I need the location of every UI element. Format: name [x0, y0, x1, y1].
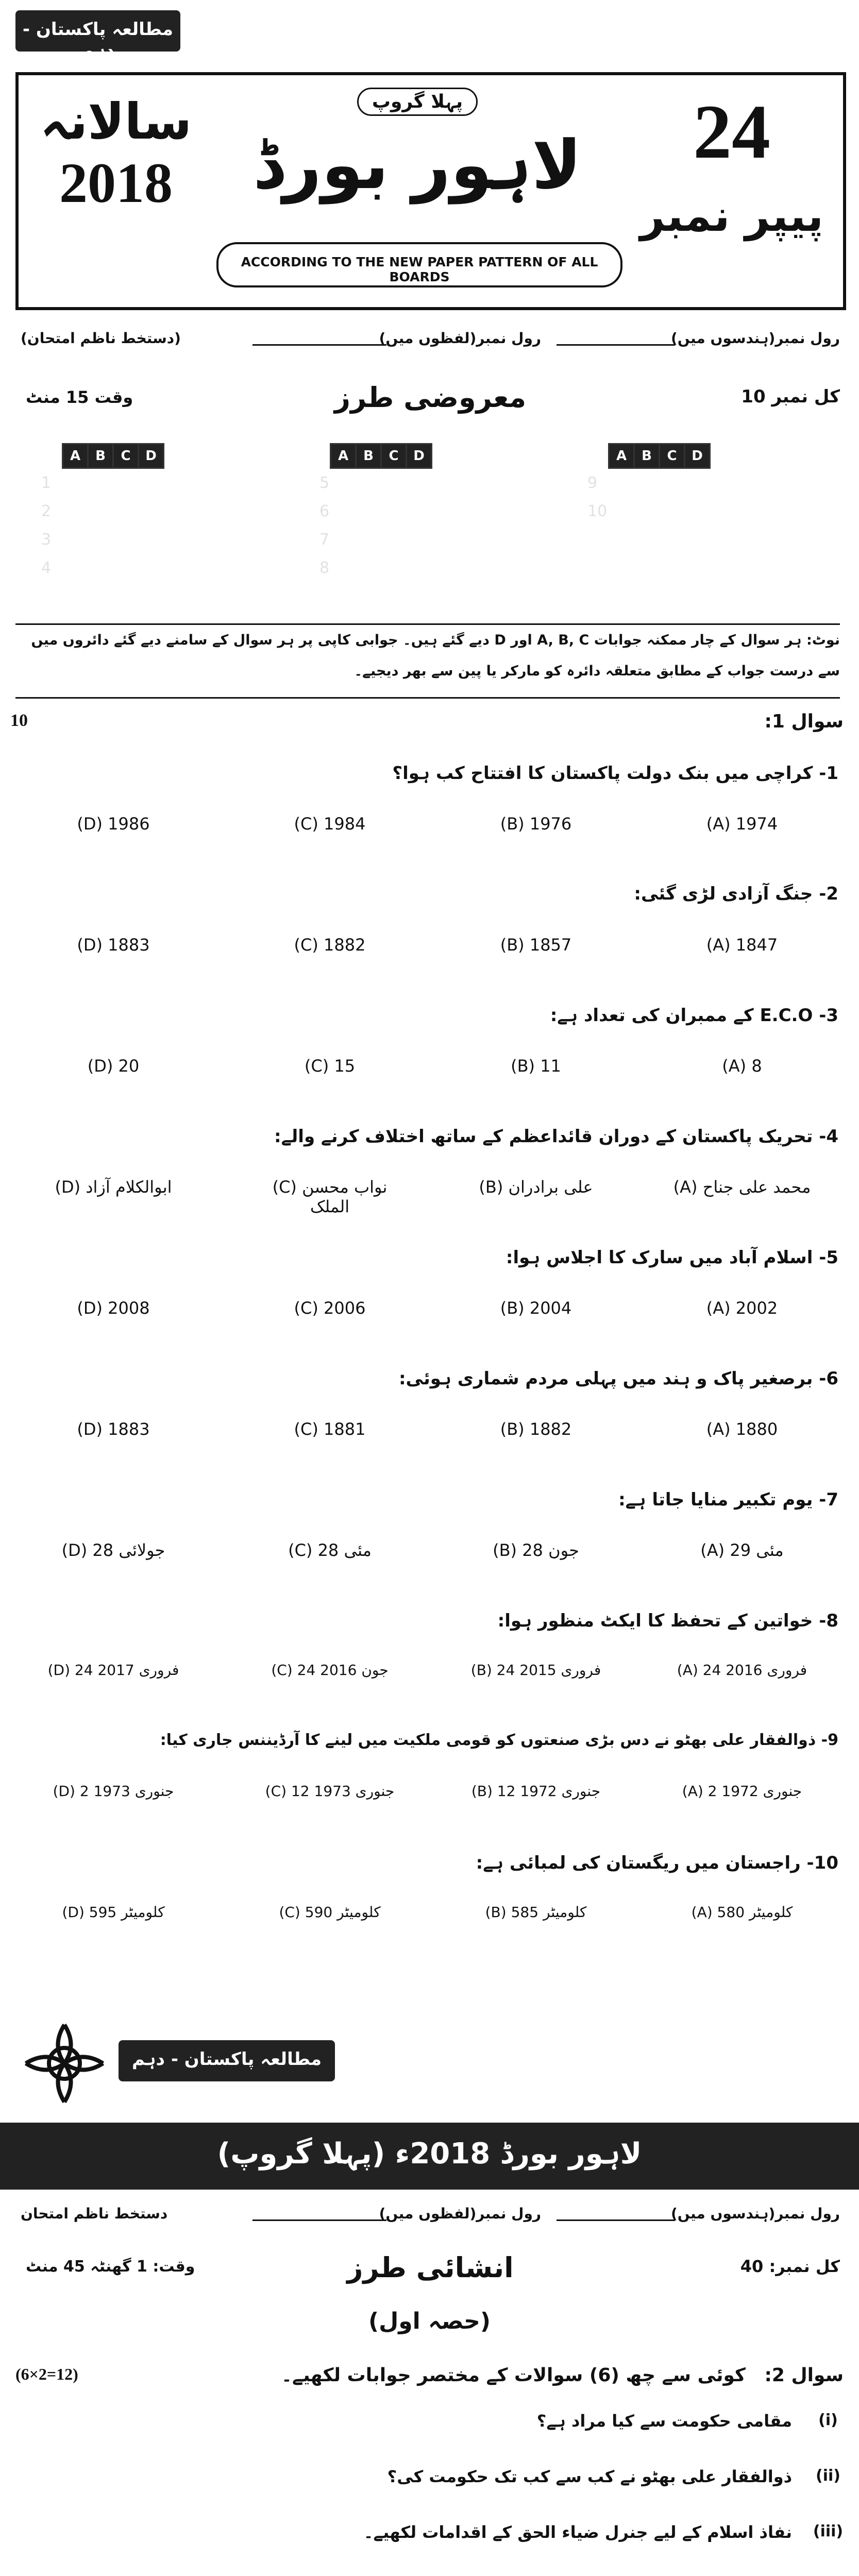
item-text: نفاذ اسلام کے لیے جنرل ضیاء الحق کے اقدامات لکھیے۔ — [363, 2522, 792, 2542]
banner-left-title: سالانہ — [40, 93, 192, 150]
mcq-option-d[interactable]: (D) 24 فروری 2017 — [47, 1662, 179, 1679]
q2-marks: (6×2=12) — [15, 2365, 78, 2383]
bubble-row-8: 8 — [319, 559, 330, 577]
total-marks: کل نمبر 10 — [741, 386, 840, 407]
board-header — [0, 2123, 859, 2190]
short-question — [0, 2411, 859, 2463]
q1-label: سوال 1: — [764, 711, 844, 732]
mcq-item — [0, 1489, 859, 1607]
bubble-row-1: 1 — [41, 474, 52, 492]
banner-subtitle: ACCORDING TO THE NEW PAPER PATTERN OF ALL BOARDS — [241, 255, 598, 284]
mcq-option-b[interactable]: (B) 28 جون — [493, 1540, 579, 1560]
bubble-head-c: C — [660, 444, 685, 468]
subject-badge-text: مطالعہ پاکستان - دہم — [131, 2049, 322, 2070]
signature-label: دستخط ناظم امتحان — [21, 2205, 168, 2222]
note-label: نوٹ: — [806, 632, 840, 648]
short-question — [0, 2522, 859, 2574]
banner-subtitle-bar — [216, 242, 622, 287]
subject-badge-text: مطالعہ پاکستان - دہم — [22, 19, 174, 61]
q2-items — [0, 2411, 859, 2576]
subjective-header-row — [21, 2251, 840, 2293]
roll-words-input[interactable] — [252, 2219, 386, 2221]
page-2 — [0, 2009, 859, 2576]
mcq-number: 5- — [819, 1247, 838, 1268]
roll-words-label: رول نمبر(لفظوں میں) — [379, 2205, 541, 2222]
mcq-option-d[interactable]: (D) 595 کلومیٹر — [62, 1904, 165, 1921]
mcq-option-a[interactable]: (A) 24 فروری 2016 — [677, 1662, 807, 1679]
subject-badge — [15, 10, 180, 61]
mcq-number: 7- — [819, 1489, 838, 1510]
mcq-option-d[interactable]: (D) 2 جنوری 1973 — [53, 1783, 174, 1800]
mcq-text: اسلام آباد میں سارک کا اجلاس ہوا: — [506, 1247, 813, 1268]
mcq-option-d[interactable]: (D) 28 جولائی — [61, 1540, 165, 1560]
mcq-text: کراچی میں بنک دولت پاکستان کا افتتاح کب ہوا؟ — [392, 763, 813, 784]
mcq-item — [0, 762, 859, 881]
banner-paper-no: 24 — [693, 89, 770, 175]
bubble-head-d: D — [685, 444, 710, 468]
total-marks: کل نمبر: 40 — [740, 2257, 840, 2276]
mcq-item — [0, 1731, 859, 1850]
item-text: مقامی حکومت سے کیا مراد ہے؟ — [536, 2411, 792, 2431]
mcq-option-c[interactable]: (C) 1882 — [294, 935, 366, 955]
mcq-option-d[interactable]: (D) 1883 — [77, 1419, 150, 1439]
paper-banner — [0, 72, 859, 314]
bubble-row-3: 3 — [41, 531, 52, 549]
mcq-text: E.C.O کے ممبران کی تعداد ہے: — [550, 1005, 813, 1026]
roll-words-input[interactable] — [252, 344, 386, 346]
part1-label: (حصہ اول) — [368, 2308, 491, 2334]
item-number: (i) — [818, 2411, 838, 2429]
q1-marks: 10 — [10, 711, 28, 730]
mcq-option-b[interactable]: (B) 1882 — [500, 1419, 572, 1439]
mcq-item — [0, 1610, 859, 1728]
mcq-number: 8- — [819, 1611, 838, 1631]
banner-center-title: لاہور بورڈ — [253, 126, 582, 204]
mcq-option-a[interactable]: (A) 1847 — [706, 935, 778, 955]
mcq-text: برصغیر پاک و ہند میں پہلی مردم شماری ہوئی: — [398, 1368, 813, 1389]
mcq-option-a[interactable]: (A) 2002 — [706, 1298, 778, 1318]
item-number: (ii) — [816, 2467, 840, 2485]
q2-label: سوال 2: — [764, 2365, 844, 2386]
mcq-option-a[interactable]: (A) 2 جنوری 1972 — [682, 1783, 802, 1800]
mcq-option-d[interactable]: (D) 1986 — [77, 814, 150, 834]
mcq-option-a[interactable]: (A) 29 مئی — [700, 1540, 784, 1560]
mcq-option-c[interactable]: (C) 12 جنوری 1973 — [265, 1783, 395, 1800]
time-allowed: وقت: 1 گھنٹہ 45 منٹ — [26, 2258, 195, 2276]
mcq-list — [0, 762, 859, 1989]
banner-right-tag: پیپر نمبر — [639, 191, 823, 241]
mcq-text: یوم تکبیر منایا جاتا ہے: — [618, 1489, 813, 1510]
mcq-option-c[interactable]: (C) نواب محسن الملک — [272, 1177, 388, 1216]
mcq-option-a[interactable]: (A) محمد علی جناح — [673, 1177, 811, 1197]
mcq-item — [0, 1852, 859, 1971]
bubble-head-b: B — [356, 444, 381, 468]
mcq-option-c[interactable]: (C) 1984 — [294, 814, 366, 834]
banner-paper-box — [634, 88, 830, 289]
mcq-text: راجستان میں ریگستان کی لمبائی ہے: — [476, 1853, 801, 1873]
mcq-number: 6- — [819, 1368, 838, 1389]
mcq-option-c[interactable]: (C) 24 جون 2016 — [271, 1662, 389, 1679]
roll-fields-row — [21, 330, 840, 361]
mcq-option-a[interactable]: (A) 1974 — [706, 814, 778, 834]
subjective-title: انشائی طرز — [347, 2251, 514, 2284]
mcq-number: 10- — [806, 1853, 838, 1873]
item-text: ذوالفقار علی بھٹو نے کب سے کب تک حکومت کی؟ — [387, 2467, 792, 2486]
roll-fields-row-2 — [21, 2205, 840, 2236]
mcq-option-c[interactable]: (C) 1881 — [294, 1419, 366, 1439]
banner-center-block — [216, 88, 618, 242]
bubble-row-10: 10 — [587, 502, 608, 520]
bubble-grid-left — [62, 443, 164, 469]
note-block — [15, 623, 840, 699]
roll-digits-input[interactable] — [557, 344, 675, 346]
mcq-text: جنگ آزادی لڑی گئی: — [634, 884, 813, 904]
bubble-head-d: D — [139, 444, 164, 468]
mcq-item — [0, 1247, 859, 1365]
q2-header — [0, 2365, 859, 2401]
mcq-number: 1- — [819, 763, 838, 784]
subject-badge-2 — [119, 2040, 335, 2081]
bubble-head-a: A — [331, 444, 356, 468]
mcq-option-a[interactable]: (A) 580 کلومیٹر — [691, 1904, 793, 1921]
mcq-option-b[interactable]: (B) 585 کلومیٹر — [485, 1904, 587, 1921]
mcq-option-c[interactable]: (C) 2006 — [294, 1298, 366, 1318]
roll-digits-label: رول نمبر(ہندسوں میں) — [670, 330, 840, 347]
bubble-rows — [31, 474, 835, 608]
mcq-item — [0, 1368, 859, 1486]
bubble-head-b: B — [88, 444, 113, 468]
mcq-option-d[interactable]: (D) ابوالکلام آزاد — [55, 1177, 172, 1197]
bubble-grid-middle — [330, 443, 432, 469]
mcq-number: 9- — [821, 1731, 838, 1749]
roll-digits-input[interactable] — [557, 2219, 675, 2221]
mcq-option-b[interactable]: (B) 1976 — [500, 814, 572, 834]
mcq-option-c[interactable]: (C) 28 مئی — [288, 1540, 372, 1560]
note-text: ہر سوال کے چار ممکنہ جوابات A, B, C اور D دیے گئے ہیں۔ جوابی کاپی پر ہر سوال کے سامنے دیے گئے دائروں میں سے درست جواب کے مطابق متعلقہ دائرہ کو مارکر یا پین سے بھر دیجیے۔ — [31, 632, 840, 679]
bubble-head-c: C — [381, 444, 407, 468]
item-number: (iii) — [813, 2522, 844, 2540]
mcq-text: خواتین کے تحفظ کا ایکٹ منظور ہوا: — [497, 1611, 813, 1631]
mcq-option-c[interactable]: (C) 15 — [304, 1056, 356, 1076]
objective-header-row — [21, 381, 840, 422]
bubble-row-7: 7 — [319, 531, 330, 549]
mcq-item — [0, 1005, 859, 1123]
mcq-option-c[interactable]: (C) 590 کلومیٹر — [279, 1904, 381, 1921]
bubble-head-d: D — [407, 444, 432, 468]
objective-title: معروضی طرز — [334, 381, 527, 414]
mcq-option-b[interactable]: (B) 1857 — [500, 935, 572, 955]
signature-label: (دستخط ناظم امتحان) — [21, 330, 181, 347]
board-header-title: لاہور بورڈ 2018ء (پہلا گروپ) — [217, 2137, 642, 2171]
roll-words-label: رول نمبر(لفظوں میں) — [379, 330, 541, 347]
bubble-head-c: C — [113, 444, 139, 468]
bubble-row-4: 4 — [41, 559, 52, 577]
mcq-option-d[interactable]: (D) 1883 — [77, 935, 150, 955]
time-allowed: وقت 15 منٹ — [26, 387, 133, 407]
bubble-head-a: A — [609, 444, 634, 468]
bubble-grid-right — [608, 443, 711, 469]
mcq-item — [0, 884, 859, 1002]
roll-digits-label: رول نمبر(ہندسوں میں) — [670, 2205, 840, 2222]
banner-group-tag: پہلا گروپ — [357, 88, 478, 116]
mcq-option-a[interactable]: (A) 8 — [722, 1056, 762, 1076]
bubble-row-9: 9 — [587, 474, 598, 492]
bubble-head-b: B — [634, 444, 660, 468]
mcq-option-b[interactable]: (B) 11 — [511, 1056, 561, 1076]
flourish-icon — [21, 2020, 108, 2107]
bubble-row-6: 6 — [319, 502, 330, 520]
mcq-option-d[interactable]: (D) 2008 — [77, 1298, 150, 1318]
bubble-row-5: 5 — [319, 474, 330, 492]
mcq-option-b[interactable]: (B) 12 جنوری 1972 — [471, 1783, 601, 1800]
banner-left-block — [31, 93, 201, 289]
mcq-item — [0, 1126, 859, 1244]
mcq-option-a[interactable]: (A) 1880 — [706, 1419, 778, 1439]
mcq-option-d[interactable]: (D) 20 — [87, 1056, 140, 1076]
q2-instruction: کوئی سے چھ (6) سوالات کے مختصر جوابات لکھیے۔ — [281, 2365, 746, 2386]
mcq-option-b[interactable]: (B) 24 فروری 2015 — [470, 1662, 601, 1679]
mcq-number: 3- — [819, 1005, 838, 1026]
mcq-number: 4- — [819, 1126, 838, 1147]
mcq-option-b[interactable]: (B) 2004 — [500, 1298, 572, 1318]
mcq-text: تحریک پاکستان کے دوران قائداعظم کے ساتھ اختلاف کرنے والے: — [274, 1126, 813, 1147]
bubble-row-2: 2 — [41, 502, 52, 520]
ornament-left — [21, 2020, 108, 2107]
mcq-text: ذوالفقار علی بھٹو نے دس بڑی صنعتوں کو قومی ملکیت میں لینے کا آرڈیننس جاری کیا: — [160, 1731, 816, 1749]
mcq-option-b[interactable]: (B) علی برادران — [479, 1177, 593, 1197]
banner-year: 2018 — [59, 151, 173, 214]
short-question — [0, 2467, 859, 2518]
mcq-number: 2- — [819, 884, 838, 904]
bubble-head-a: A — [63, 444, 88, 468]
